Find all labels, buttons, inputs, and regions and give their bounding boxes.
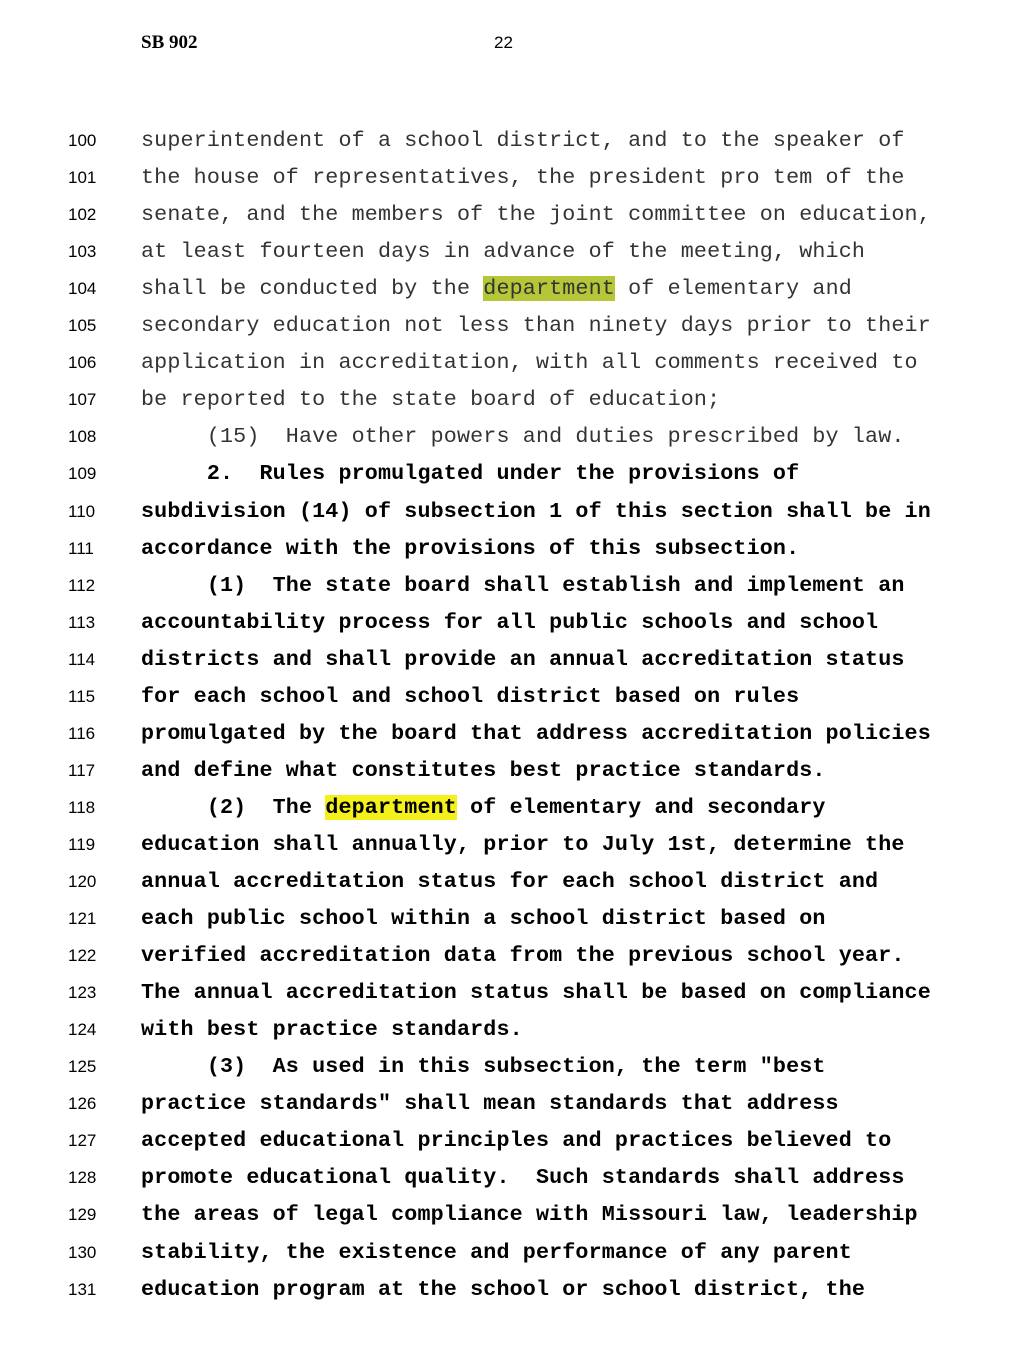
text-segment: each public school within a school district based on (141, 906, 826, 932)
line-number: 128 (68, 1168, 97, 1188)
text-segment: (15) Have other powers and duties prescribed by law. (141, 424, 905, 450)
line-text (141, 1052, 826, 1082)
document-line (0, 1275, 1034, 1305)
document-line (0, 1200, 1034, 1230)
document-line (0, 163, 1034, 193)
document-line (0, 904, 1034, 934)
highlighted-term: department (325, 794, 457, 820)
text-segment: with best practice standards. (141, 1017, 523, 1043)
line-text (141, 1163, 905, 1193)
text-segment: superintendent of a school district, and to the speaker of (141, 128, 905, 153)
text-segment: for each school and school district based on rules (141, 683, 800, 709)
line-text (141, 941, 905, 971)
text-segment: accepted educational principles and practices believed to (141, 1128, 892, 1154)
line-text (141, 422, 905, 452)
line-text (141, 1015, 523, 1045)
page-number: 22 (494, 33, 513, 52)
document-line (0, 274, 1034, 304)
line-text (141, 200, 931, 230)
text-segment: practice standards" shall mean standards that address (141, 1091, 839, 1117)
document-line (0, 867, 1034, 897)
line-number: 130 (68, 1242, 97, 1262)
text-segment: promulgated by the board that address accreditation policies (141, 720, 931, 746)
text-segment: senate, and the members of the joint committee on education, (141, 202, 931, 228)
document-line (0, 1089, 1034, 1119)
text-segment: the areas of legal compliance with Missouri law, leadership (141, 1202, 918, 1228)
line-number: 120 (68, 872, 97, 891)
line-number: 127 (68, 1131, 97, 1151)
text-segment: at least fourteen days in advance of the meeting, which (141, 239, 866, 265)
document-line (0, 1015, 1034, 1045)
line-number: 121 (68, 909, 97, 929)
text-segment: shall be conducted by the (141, 276, 484, 302)
line-number: 109 (68, 464, 97, 484)
document-line (0, 348, 1034, 378)
text-segment: (2) The (141, 794, 326, 820)
line-text (141, 459, 799, 489)
text-segment: and define what constitutes best practice standards. (141, 757, 826, 783)
line-number: 107 (68, 390, 97, 410)
line-number: 131 (68, 1279, 97, 1299)
text-segment: (1) The state board shall establish and implement an (141, 572, 905, 598)
document-line (0, 237, 1034, 267)
document-line (0, 1238, 1034, 1268)
text-segment: stability, the existence and performance of any parent (141, 1239, 852, 1265)
line-text (141, 1238, 852, 1268)
line-number: 100 (68, 131, 97, 150)
line-number: 115 (68, 686, 96, 706)
document-line (0, 608, 1034, 638)
line-text (141, 682, 799, 712)
text-segment: accountability process for all public schools and school (141, 609, 879, 635)
line-number: 129 (68, 1205, 97, 1225)
line-number: 126 (68, 1094, 97, 1114)
line-number: 108 (68, 427, 97, 447)
line-text (141, 1275, 865, 1305)
line-text (141, 237, 865, 267)
line-number: 123 (68, 983, 97, 1003)
text-segment: education shall annually, prior to July 1st, determine the (141, 831, 905, 857)
text-segment: education program at the school or school district, the (141, 1276, 866, 1302)
line-text (141, 645, 905, 675)
text-segment: application in accreditation, with all comments received to (141, 350, 918, 376)
line-text (141, 126, 905, 156)
document-line (0, 719, 1034, 749)
line-number: 105 (68, 316, 97, 336)
line-number: 104 (68, 279, 97, 299)
document-line (0, 497, 1034, 527)
document-line (0, 126, 1034, 156)
line-number: 103 (68, 242, 97, 262)
bill-number: SB 902 (141, 32, 198, 53)
highlighted-term: department (483, 276, 615, 302)
line-text (141, 756, 826, 786)
text-segment: the house of representatives, the president pro tem of the (141, 165, 905, 191)
document-line (0, 571, 1034, 601)
text-segment: of elementary and secondary (456, 794, 826, 820)
document-line (0, 941, 1034, 971)
text-segment: (3) As used in this subsection, the term "best (141, 1054, 826, 1080)
line-text (141, 571, 905, 601)
line-number: 114 (68, 649, 96, 669)
line-number: 113 (68, 612, 96, 632)
line-number: 110 (68, 501, 96, 521)
text-segment: accordance with the provisions of this subsection. (141, 535, 800, 561)
line-text (141, 385, 720, 415)
text-segment: verified accreditation data from the previous school year. (141, 943, 905, 969)
line-text (141, 904, 826, 934)
document-line (0, 1163, 1034, 1193)
document-line (0, 200, 1034, 230)
document-line (0, 978, 1034, 1008)
line-number: 101 (68, 168, 97, 188)
text-segment: subdivision (14) of subsection 1 of this section shall be in (141, 498, 931, 524)
line-text (141, 867, 878, 897)
document-line (0, 830, 1034, 860)
document-line (0, 459, 1034, 489)
document-line (0, 793, 1034, 823)
line-text (141, 1126, 891, 1156)
document-line (0, 385, 1034, 415)
line-text (141, 534, 799, 564)
line-text (141, 1089, 839, 1119)
text-segment: districts and shall provide an annual accreditation status (141, 646, 905, 672)
document-line (0, 756, 1034, 786)
document-line (0, 1126, 1034, 1156)
line-number: 122 (68, 946, 97, 966)
document-line (0, 1052, 1034, 1082)
line-text (141, 793, 826, 823)
document-line (0, 645, 1034, 675)
document-line (0, 311, 1034, 341)
line-number: 106 (68, 353, 97, 373)
document-line (0, 422, 1034, 452)
line-number: 118 (68, 797, 96, 817)
text-segment: secondary education not less than ninety days prior to their (141, 313, 931, 339)
line-number: 117 (68, 760, 96, 780)
line-number: 119 (68, 834, 96, 854)
line-text (141, 274, 852, 304)
text-segment: of elementary and (614, 276, 852, 302)
line-number: 116 (68, 723, 96, 743)
line-text (141, 608, 878, 638)
line-text (141, 348, 918, 378)
line-text (141, 830, 905, 860)
text-segment: be reported to the state board of education; (141, 387, 721, 413)
line-number: 102 (68, 205, 97, 225)
text-segment: annual accreditation status for each school district and (141, 869, 879, 894)
line-text (141, 311, 931, 341)
line-number: 112 (68, 575, 96, 595)
line-text (141, 163, 905, 193)
document-line (0, 534, 1034, 564)
text-segment: 2. Rules promulgated under the provisions of (141, 461, 800, 487)
line-text (141, 719, 931, 749)
text-segment: The annual accreditation status shall be based on compliance (141, 980, 931, 1006)
text-segment: promote educational quality. Such standards shall address (141, 1165, 905, 1191)
line-text (141, 1200, 918, 1230)
line-number: 124 (68, 1020, 97, 1040)
line-number: 125 (68, 1057, 97, 1077)
line-number: 111 (68, 538, 94, 558)
document-line (0, 682, 1034, 712)
line-text (141, 978, 931, 1008)
line-text (141, 497, 931, 527)
